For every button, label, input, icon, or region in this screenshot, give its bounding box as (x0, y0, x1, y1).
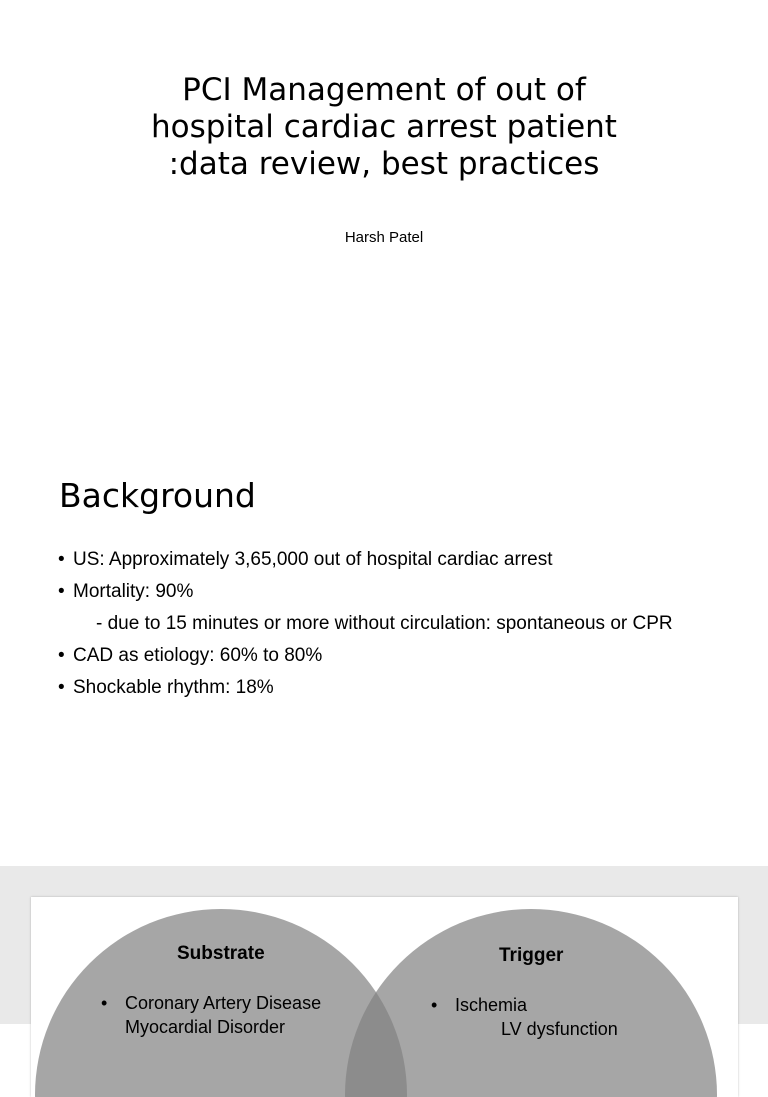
venn-diagram-card (31, 897, 738, 1097)
background-bullet-list (58, 548, 718, 708)
author-name: Harsh Patel (344, 229, 424, 246)
bullet-item: • US: Approximately 3,65,000 out of hospital cardiac arrest (58, 548, 718, 572)
venn-substrate-item: • Coronary Artery Disease (101, 993, 322, 1013)
venn-trigger-item-cut: LV dysfunction (501, 1019, 618, 1039)
background-heading: Background (59, 476, 256, 515)
venn-trigger-item: • Ischemia (431, 995, 528, 1015)
title-slide (0, 0, 768, 430)
bullet-item: • CAD as etiology: 60% to 80% (58, 644, 718, 668)
sub-bullet-item: - due to 15 minutes or more without circulation: spontaneous or CPR (96, 613, 673, 634)
venn-slide (0, 866, 768, 1039)
venn-substrate-item-cut: Myocardial Disorder (125, 1017, 286, 1037)
venn-label-substrate: Substrate (177, 943, 265, 964)
bullet-item: • Shockable rhythm: 18% (58, 676, 718, 700)
bullet-item: • Mortality: 90% (58, 580, 718, 604)
background-slide (0, 432, 768, 864)
slide-title: PCI Management of out of hospital cardiac arrest patient :data review, best practices (151, 72, 617, 182)
venn-label-trigger: Trigger (499, 945, 564, 966)
